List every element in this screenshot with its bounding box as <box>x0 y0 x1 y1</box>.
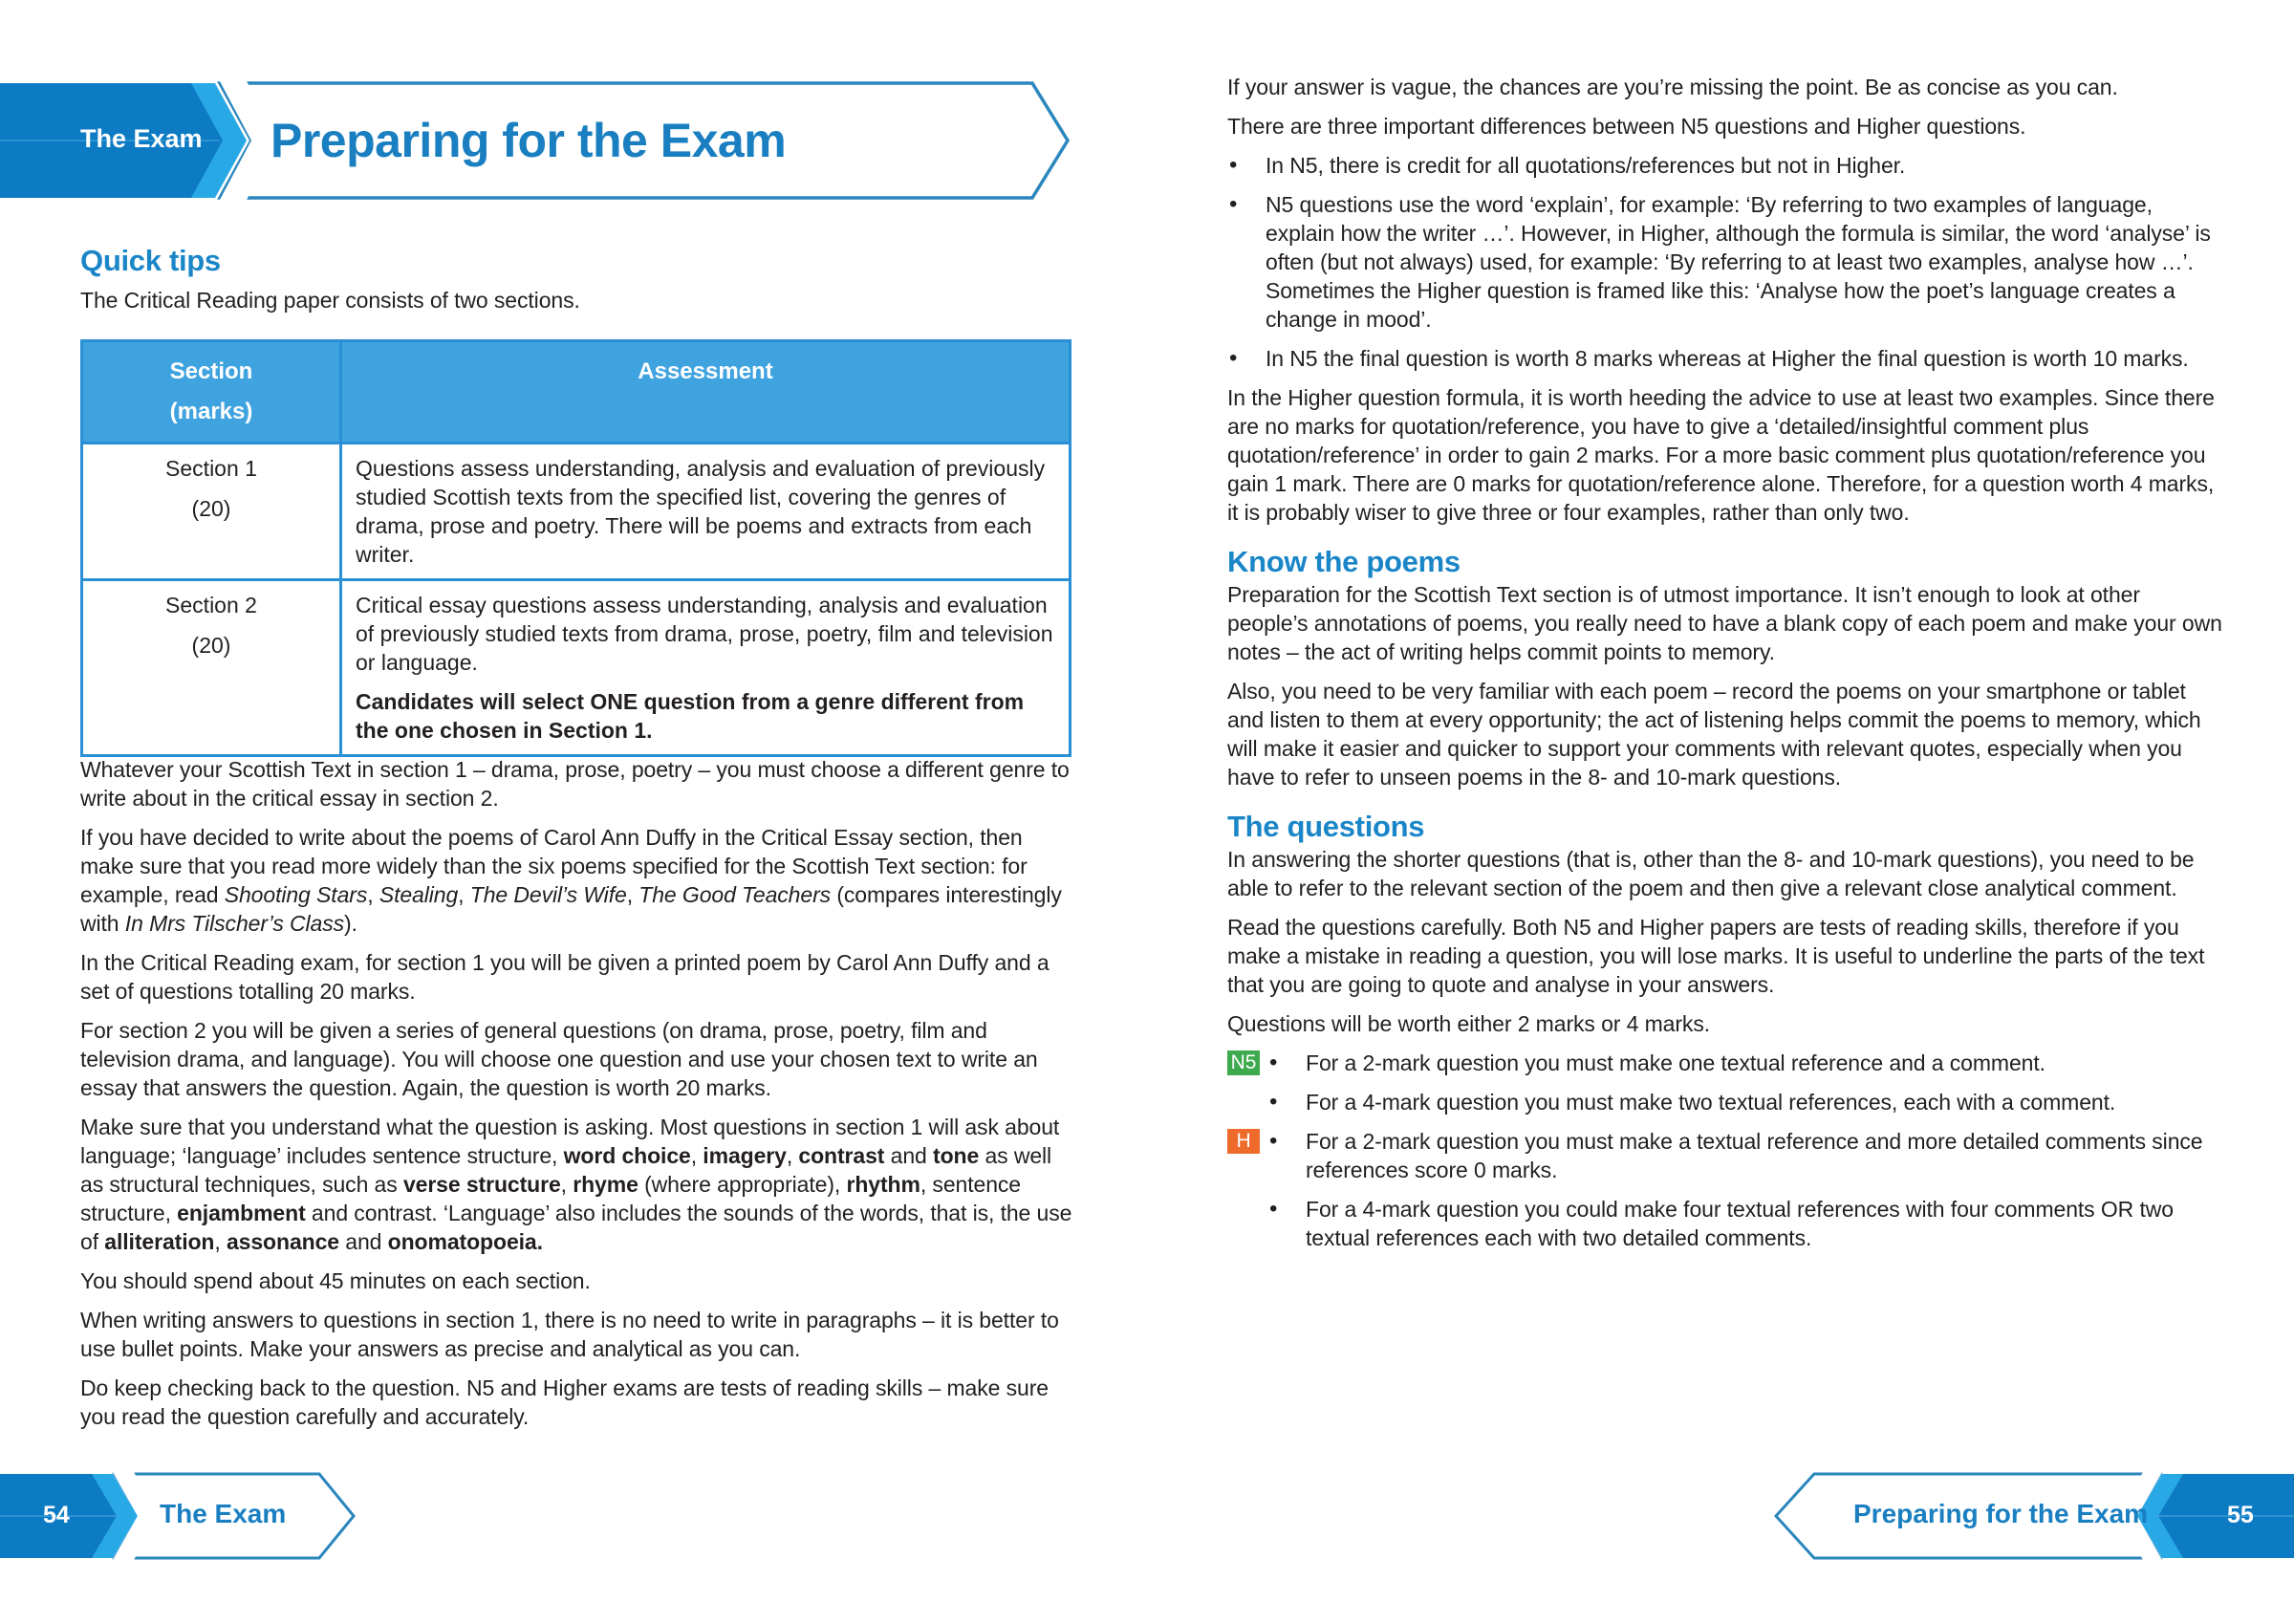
list-item: • For a 2-mark question you must make a textual reference and more detailed comments since references score 0 marks. <box>1267 1127 2226 1184</box>
paragraph-language: Make sure that you understand what the question is asking. Most questions in section 1 will ask about language; ‘language’ includes sentence structure, word choice, imagery, contrast and tone as well as structural techniques, such as verse structure, rhyme (where appropriate), rhythm, sentence structure, enjambment and contrast. ‘Language’ also includes the sounds of the words, that is, the use of alliteration, assonance and onomatopoeia. <box>80 1115 1072 1254</box>
paragraph: If your answer is vague, the chances are you’re missing the point. Be as concise as you can. <box>1227 75 2118 99</box>
right-page <box>1227 73 2226 1263</box>
page-title: Preparing for the Exam <box>271 114 787 167</box>
section-cell: Section 2 (20) <box>82 580 341 756</box>
list-item: • For a 4-mark question you must make two textual references, each with a comment. <box>1267 1088 2226 1116</box>
chapter-tab-label: The Exam <box>80 124 203 153</box>
the-questions-heading: The questions <box>1227 810 1425 843</box>
column-header-assessment: Assessment <box>341 341 1071 444</box>
assessment-cell: Critical essay questions assess understanding, analysis and evaluation of previously studied texts from drama, prose, poetry, film and television or language. Candidates will select ONE question from a genre different from the one chosen in Section 1. <box>341 580 1071 756</box>
list-item: • For a 4-mark question you could make four textual references with four comments OR two textual references each with two detailed comments. <box>1267 1195 2226 1252</box>
paragraph: Read the questions carefully. Both N5 and Higher papers are tests of reading skills, therefore if you make a mistake in reading a question, you will lose marks. It is useful to underline the parts of the text that you are going to quote and analyse in your answers. <box>1227 915 2205 997</box>
footer-left-label: The Exam <box>160 1499 287 1528</box>
paragraph: Questions will be worth either 2 marks or 4 marks. <box>1227 1011 1711 1036</box>
footer-right-label: Preparing for the Exam <box>1853 1499 2149 1528</box>
paragraph: Whatever your Scottish Text in section 1 – drama, prose, poetry – you must choose a different genre to write about in the critical essay in section 2. <box>80 757 1070 811</box>
paragraph: Do keep checking back to the question. N5 and Higher exams are tests of reading skills – make sure you read the question carefully and accurately. <box>80 1375 1049 1429</box>
paragraph: You should spend about 45 minutes on each section. <box>80 1268 591 1293</box>
quick-tips-heading: Quick tips <box>80 244 221 277</box>
list-item: • For a 2-mark question you must make one textual reference and a comment. <box>1267 1049 2226 1077</box>
list-item: • In N5, there is credit for all quotations/references but not in Higher. <box>1227 151 2226 180</box>
section-cell: Section 1 (20) <box>82 444 341 580</box>
list-item: • In N5 the final question is worth 8 marks whereas at Higher the final question is worth 10 marks. <box>1227 344 2226 373</box>
paragraph: In the Higher question formula, it is worth heeding the advice to use at least two examples. Since there are no marks for quotation/reference, you have to give a ‘detailed/insightful comment plus quotation/reference’ in order to gain 2 marks. For a more basic comment plus quotation/reference you gain 1 mark. There are 0 marks for quotation/reference alone. Therefore, for a question worth 4 marks, it is probably wiser to give three or four examples, rather than only two. <box>1227 385 2215 525</box>
know-the-poems-heading: Know the poems <box>1227 545 1461 578</box>
page-number-right: 55 <box>2227 1502 2254 1528</box>
footer-right <box>1768 1468 2294 1564</box>
paragraph: There are three important differences between N5 questions and Higher questions. <box>1227 114 2026 139</box>
n5-badge: N5 <box>1227 1050 1260 1075</box>
sections-table <box>80 339 1071 757</box>
list-item: • N5 questions use the word ‘explain’, for example: ‘By referring to two examples of language, explain how the writer …’. However, in Higher, although the formula is similar, the word ‘analyse’ is often (but not always) used, for example: ‘By referring to at least two examples, analyse how …’. Sometimes the Higher question is framed like this: ‘Analyse how the poet’s language creates a change in mood’. <box>1227 190 2226 334</box>
paragraph: Preparation for the Scottish Text section is of utmost importance. It isn’t enough to look at other people’s annotations of poems, you really need to have a blank copy of each poem and make your own notes – the act of writing helps commit points to memory. <box>1227 582 2222 664</box>
paragraph-duffy: If you have decided to write about the poems of Carol Ann Duffy in the Critical Essay section, then make sure that you read more widely than the six poems specified for the Scottish Text section: for example, read Shooting Stars, Stealing, The Devil’s Wife, The Good Teachers (compares interestingly with In Mrs Tilscher’s Class). <box>80 825 1062 936</box>
table-header-row <box>82 341 1071 444</box>
paragraph: When writing answers to questions in section 1, there is no need to write in paragraphs – it is better to use bullet points. Make your answers as precise and analytical as you can. <box>80 1308 1059 1361</box>
assessment-cell: Questions assess understanding, analysis and evaluation of previously studied Scottish texts from the specified list, covering the genres of drama, prose and poetry. There will be poems and extracts from each writer. <box>341 444 1071 580</box>
left-body <box>80 755 1074 1441</box>
column-header-section: Section (marks) <box>82 341 341 444</box>
higher-group <box>1236 1127 2226 1252</box>
n5-group <box>1230 1049 2226 1116</box>
higher-list <box>1267 1127 2226 1252</box>
table-row <box>82 444 1071 580</box>
n5-list <box>1267 1049 2226 1116</box>
quick-tips-intro: The Critical Reading paper consists of two sections. <box>80 288 580 313</box>
footer-left <box>0 1468 363 1564</box>
paragraph: For section 2 you will be given a series of general questions (on drama, prose, poetry, film and television drama, and language). You will choose one question and use your chosen text to write an essay that answers the question. Again, the question is worth 20 marks. <box>80 1018 1038 1100</box>
table-row <box>82 580 1071 756</box>
higher-badge: H <box>1227 1129 1260 1154</box>
paragraph: Also, you need to be very familiar with each poem – record the poems on your smartphone or tablet and listen to them at every opportunity; the act of listening helps commit the poems to memory, which will make it easier and quicker to support your comments with relevant quotes, especially when you have to refer to unseen poems in the 8- and 10-mark questions. <box>1227 679 2201 790</box>
paragraph: In the Critical Reading exam, for section 1 you will be given a printed poem by Carol Ann Duffy and a set of questions totalling 20 marks. <box>80 950 1050 1004</box>
page-number-left: 54 <box>43 1502 70 1528</box>
differences-list <box>1227 151 2226 373</box>
paragraph: In answering the shorter questions (that is, other than the 8- and 10-mark questions), you need to be able to refer to the relevant section of the poem and then give a relevant close analytical comment. <box>1227 847 2195 900</box>
